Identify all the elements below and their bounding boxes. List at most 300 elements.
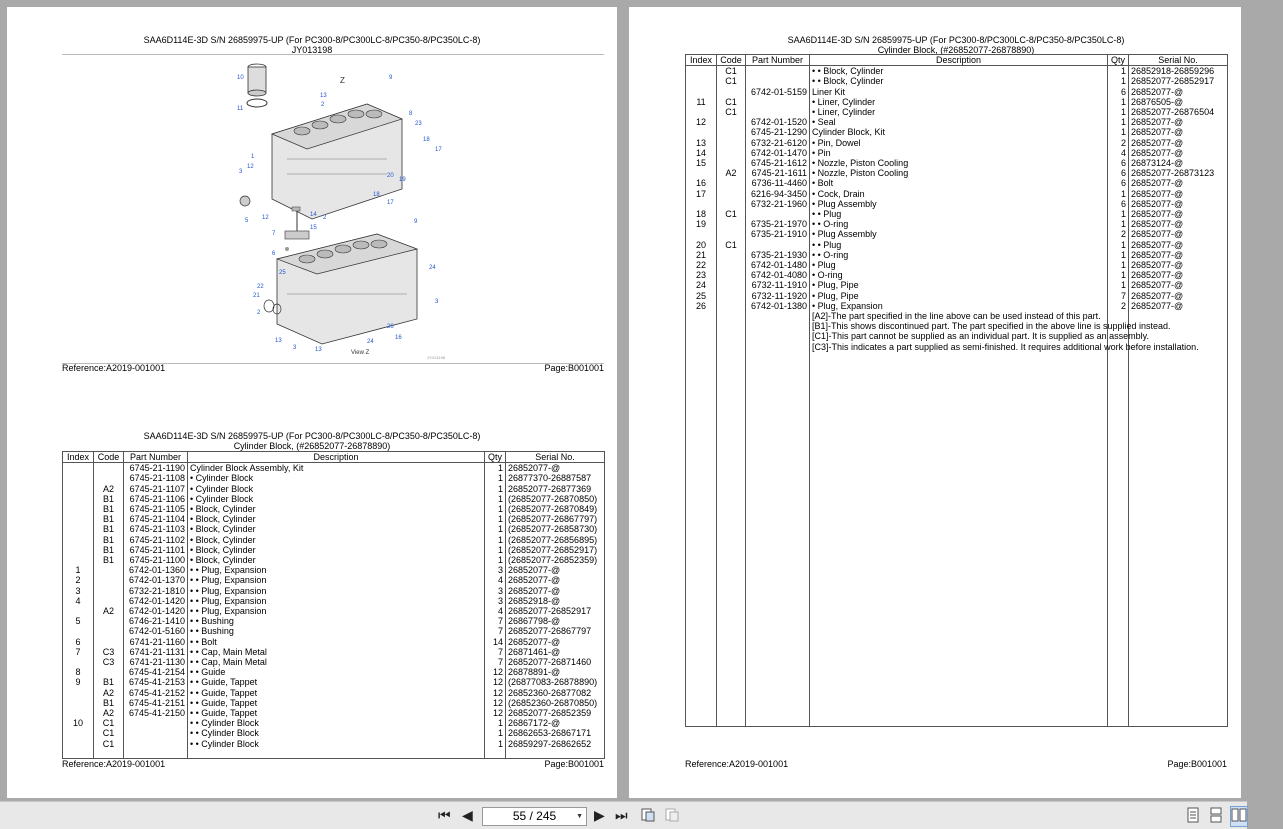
table-cell: 1	[485, 555, 506, 565]
table-cell: • O-ring	[810, 270, 1108, 280]
table-cell: 6742-01-1480	[746, 260, 810, 270]
table-cell: 6	[63, 637, 94, 647]
table-cell: 6	[1108, 199, 1129, 209]
table-cell	[717, 87, 746, 97]
table-cell: 1	[1108, 219, 1129, 229]
table-cell: 26878891-@	[506, 667, 605, 677]
callout-23: 23	[415, 121, 422, 127]
table-cell: 3	[485, 586, 506, 596]
table-cell	[746, 76, 810, 86]
table-cell: • • Block, Cylinder	[810, 66, 1108, 77]
callout-17b: 17	[387, 200, 394, 206]
table-cell	[686, 107, 717, 117]
table-cell: 6741-21-1160	[124, 637, 188, 647]
table-cell: 18	[686, 209, 717, 219]
table-cell: 1	[485, 535, 506, 545]
table-cell: 1	[485, 524, 506, 534]
table-row	[63, 586, 605, 596]
last-page-icon[interactable]: ⏭	[615, 807, 628, 823]
table-cell: 6745-21-1611	[746, 168, 810, 178]
table-cell: 6742-01-1420	[124, 606, 188, 616]
table-cell: C1	[717, 76, 746, 86]
next-page-icon[interactable]: ▶	[594, 807, 605, 823]
page-number-input[interactable]: 55 / 245 ▼	[482, 807, 587, 826]
table-cell	[717, 250, 746, 260]
table-cell	[94, 637, 124, 647]
table-cell	[717, 199, 746, 209]
column-header: Qty	[1108, 55, 1129, 66]
table-cell	[63, 739, 94, 749]
table-cell	[63, 626, 94, 636]
table-cell: 6745-21-1290	[746, 127, 810, 137]
table-cell: 6742-01-1420	[124, 596, 188, 606]
first-page-icon[interactable]: ⏮	[438, 807, 451, 823]
table-cell: 6732-21-6120	[746, 138, 810, 148]
table-cell: • • Plug	[810, 209, 1108, 219]
table-cell: • Pin, Dowel	[810, 138, 1108, 148]
table-cell: 26862653-26867171	[506, 728, 605, 738]
table-row	[686, 138, 1228, 148]
table-cell: 26852077-@	[1129, 87, 1228, 97]
table-cell: 6745-41-2152	[124, 688, 188, 698]
table-row	[63, 524, 605, 534]
table-cell: 6742-01-5160	[124, 626, 188, 636]
table-cell: 6745-21-1105	[124, 504, 188, 514]
table-cell: 26852077-@	[1129, 260, 1228, 270]
table-cell: 12	[485, 677, 506, 687]
table-row	[686, 250, 1228, 260]
table-cell: 26852077-@	[506, 463, 605, 474]
table-cell: 26852077-@	[1129, 199, 1228, 209]
table-cell: 25	[686, 291, 717, 301]
table-cell: 26852077-26852917	[1129, 76, 1228, 86]
table-cell	[94, 626, 124, 636]
table-cell: 6732-21-1960	[746, 199, 810, 209]
table-cell: 3	[485, 565, 506, 575]
table-cell	[686, 199, 717, 209]
table-row	[63, 606, 605, 616]
table-cell: • Nozzle, Piston Cooling	[810, 168, 1108, 178]
callout-3: 3	[239, 169, 243, 175]
table-cell: 17	[686, 189, 717, 199]
table-row	[63, 657, 605, 667]
table-cell: • Cock, Drain	[810, 189, 1108, 199]
table-cell	[686, 229, 717, 239]
table-row	[63, 626, 605, 636]
table-cell: 1	[485, 718, 506, 728]
table-row	[686, 87, 1228, 97]
table-cell: 1	[1108, 117, 1129, 127]
table-cell: 14	[485, 637, 506, 647]
diagram-id: JY013198	[427, 355, 446, 360]
table-cell: 26867172-@	[506, 718, 605, 728]
table-cell: 1	[485, 545, 506, 555]
table-cell: 4	[485, 575, 506, 585]
callout-12: 12	[247, 164, 254, 170]
table-cell: 26852918-26859296	[1129, 66, 1228, 77]
table-cell: C1	[94, 718, 124, 728]
table-cell: Cylinder Block Assembly, Kit	[188, 463, 485, 474]
table-cell	[63, 524, 94, 534]
table-cell	[63, 535, 94, 545]
table-row	[63, 688, 605, 698]
table-cell	[63, 545, 94, 555]
column-header: Part Number	[124, 452, 188, 463]
table-cell: 26852077-@	[506, 565, 605, 575]
table-cell: B1	[94, 535, 124, 545]
table-row	[63, 514, 605, 524]
table-cell	[124, 739, 188, 749]
table-cell: 1	[485, 514, 506, 524]
table-row	[63, 647, 605, 657]
parts-table	[62, 451, 605, 759]
table-cell: 6735-21-1970	[746, 219, 810, 229]
table-filler	[686, 352, 1228, 727]
callout-2b: 2	[323, 215, 327, 221]
table-cell: 26852077-@	[1129, 270, 1228, 280]
table-row	[63, 739, 605, 749]
table-row	[686, 291, 1228, 301]
table-cell: C3	[94, 647, 124, 657]
callout-10: 10	[237, 75, 244, 81]
table-cell: • Block, Cylinder	[188, 535, 485, 545]
note-row	[686, 311, 1228, 321]
callout-13b: 13	[275, 338, 282, 344]
table-cell	[63, 494, 94, 504]
table-cell: 6742-01-1360	[124, 565, 188, 575]
table-cell	[717, 219, 746, 229]
column-header: Description	[810, 55, 1108, 66]
table-cell	[686, 87, 717, 97]
table-cell: • • O-ring	[810, 250, 1108, 260]
table-cell: 1	[485, 473, 506, 483]
callout-5: 5	[245, 218, 249, 224]
table-cell: B1	[94, 514, 124, 524]
callout-17: 17	[435, 147, 442, 153]
table-row	[63, 535, 605, 545]
table-cell: 26852077-@	[1129, 138, 1228, 148]
table-cell: 26873124-@	[1129, 158, 1228, 168]
legend-note: [C3]-This indicates a part supplied as semi-finished. It requires additional work before installation.	[810, 342, 1108, 352]
table-cell: • • Guide, Tappet	[188, 698, 485, 708]
column-header: Index	[63, 452, 94, 463]
table-cell: 26852918-@	[506, 596, 605, 606]
table-cell: 6742-01-1470	[746, 148, 810, 158]
table-cell	[63, 484, 94, 494]
table-cell: C1	[94, 728, 124, 738]
table-row	[63, 545, 605, 555]
table-row	[686, 301, 1228, 311]
table-cell: • • Plug, Expansion	[188, 586, 485, 596]
table-cell: B1	[94, 677, 124, 687]
table-cell: C1	[717, 107, 746, 117]
table-cell: 26852077-26852917	[506, 606, 605, 616]
legend-note: [A2]-The part specified in the line above can be used instead of this part.	[810, 311, 1108, 321]
table-cell: 7	[1108, 291, 1129, 301]
note-row	[686, 321, 1228, 331]
callout-14: 14	[310, 212, 317, 218]
table-cell: 5	[63, 616, 94, 626]
table-cell	[94, 565, 124, 575]
table-cell: • • Plug, Expansion	[188, 565, 485, 575]
table-cell	[63, 504, 94, 514]
table-cell: (26852077-26867797)	[506, 514, 605, 524]
fit-page-icon[interactable]	[640, 807, 656, 826]
table-cell	[94, 596, 124, 606]
table-cell: 1	[485, 484, 506, 494]
table-cell: 26867798-@	[506, 616, 605, 626]
table-row	[63, 728, 605, 738]
table-cell: • • Block, Cylinder	[810, 76, 1108, 86]
table-cell: 1	[1108, 76, 1129, 86]
callout-1: 1	[251, 154, 255, 160]
table-cell: B1	[94, 545, 124, 555]
table-cell: (26877083-26878890)	[506, 677, 605, 687]
table-cell: 26852077-@	[1129, 280, 1228, 290]
table-row	[686, 148, 1228, 158]
table-cell: 1	[1108, 97, 1129, 107]
table-cell: Cylinder Block, Kit	[810, 127, 1108, 137]
table-cell: (26852077-26870850)	[506, 494, 605, 504]
table-cell: 26852077-@	[1129, 178, 1228, 188]
table-cell: 1	[1108, 107, 1129, 117]
table-cell: 26852077-@	[1129, 250, 1228, 260]
table-cell: B1	[94, 504, 124, 514]
table-cell: 26852077-@	[1129, 148, 1228, 158]
table-cell: 1	[1108, 189, 1129, 199]
reference-label: Reference:A2019-001001	[685, 759, 789, 769]
table-cell	[717, 148, 746, 158]
table-cell: (26852360-26870850)	[506, 698, 605, 708]
table-cell: • Block, Cylinder	[188, 524, 485, 534]
table-cell	[746, 97, 810, 107]
table-cell: • Plug, Expansion	[810, 301, 1108, 311]
right-page	[629, 7, 1241, 798]
table-cell: 6745-21-1612	[746, 158, 810, 168]
table-row	[63, 565, 605, 575]
table-cell: • Plug Assembly	[810, 199, 1108, 209]
table-cell: 6745-21-1101	[124, 545, 188, 555]
table-cell: 6	[1108, 158, 1129, 168]
table-cell: 26852077-26867797	[506, 626, 605, 636]
table-row	[686, 229, 1228, 239]
viewer-toolbar	[0, 801, 1247, 829]
table-row	[686, 260, 1228, 270]
table-cell: B1	[94, 494, 124, 504]
table-cell: • • Plug, Expansion	[188, 606, 485, 616]
table-cell: 1	[1108, 250, 1129, 260]
table-cell: • • Guide, Tappet	[188, 677, 485, 687]
table-cell: • • Plug	[810, 240, 1108, 250]
table-row	[686, 189, 1228, 199]
table-cell	[686, 66, 717, 77]
table-cell: 26852077-@	[1129, 229, 1228, 239]
table-row	[686, 199, 1228, 209]
table-cell: 6735-21-1910	[746, 229, 810, 239]
table-cell: • Plug Assembly	[810, 229, 1108, 239]
table-cell	[746, 240, 810, 250]
table-cell: C1	[717, 240, 746, 250]
table-cell: 1	[485, 504, 506, 514]
table-cell: 26852077-26871460	[506, 657, 605, 667]
table-cell: 11	[686, 97, 717, 107]
table-cell: 6745-41-2151	[124, 698, 188, 708]
table-cell: 6732-11-1920	[746, 291, 810, 301]
table-cell: 6745-41-2154	[124, 667, 188, 677]
table-cell: 6745-41-2150	[124, 708, 188, 718]
table-cell: • Block, Cylinder	[188, 504, 485, 514]
table-cell: 16	[686, 178, 717, 188]
previous-page-icon[interactable]: ◀	[462, 807, 473, 823]
table-cell: 21	[686, 250, 717, 260]
table-row	[686, 209, 1228, 219]
page-label: Page:B001001	[1167, 759, 1227, 769]
callout-7: 7	[272, 231, 276, 237]
table-cell: • Block, Cylinder	[188, 555, 485, 565]
callout-3c: 3	[293, 345, 297, 351]
continuous-view-icon[interactable]	[1209, 807, 1223, 826]
table-row	[686, 270, 1228, 280]
callout-z: Z	[340, 76, 345, 85]
table-cell: 6745-21-1100	[124, 555, 188, 565]
table-cell: 2	[1108, 229, 1129, 239]
table-row	[686, 117, 1228, 127]
table-cell: • • Cylinder Block	[188, 739, 485, 749]
table-cell: • Liner, Cylinder	[810, 107, 1108, 117]
table-cell: C1	[94, 739, 124, 749]
table-cell: 1	[485, 728, 506, 738]
table-cell: 7	[485, 626, 506, 636]
table-row	[63, 667, 605, 677]
table-cell: • Cylinder Block	[188, 473, 485, 483]
chevron-down-icon[interactable]: ▼	[576, 813, 583, 820]
table-cell	[94, 616, 124, 626]
two-page-view-icon[interactable]	[1230, 806, 1248, 827]
table-cell: 7	[485, 657, 506, 667]
table-row	[686, 97, 1228, 107]
table-cell	[717, 158, 746, 168]
table-cell	[63, 473, 94, 483]
table-cell: 26852077-@	[1129, 127, 1228, 137]
table-cell: B1	[94, 555, 124, 565]
table-cell	[63, 463, 94, 474]
table-cell: 9	[63, 677, 94, 687]
table-cell: 3	[485, 596, 506, 606]
table-cell: 23	[686, 270, 717, 280]
table-cell: 6	[1108, 178, 1129, 188]
table-cell: 1	[1108, 280, 1129, 290]
table-row	[63, 484, 605, 494]
callout-11: 11	[237, 106, 244, 112]
column-header: Code	[717, 55, 746, 66]
table-row	[63, 708, 605, 718]
table-cell: 19	[686, 219, 717, 229]
table-cell	[63, 555, 94, 565]
table-cell: 1	[1108, 260, 1129, 270]
callout-25: 25	[279, 270, 286, 276]
table-cell: • • Cylinder Block	[188, 728, 485, 738]
table-cell: A2	[94, 484, 124, 494]
table-cell: (26852077-26852359)	[506, 555, 605, 565]
divider	[62, 54, 604, 55]
table-cell: 2	[1108, 301, 1129, 311]
table-cell: 6746-21-1410	[124, 616, 188, 626]
table-cell	[94, 586, 124, 596]
table-row	[63, 473, 605, 483]
table-cell	[63, 606, 94, 616]
callout-3b: 3	[435, 299, 439, 305]
table-cell: 26852077-26873123	[1129, 168, 1228, 178]
callout-18b: 18	[373, 192, 380, 198]
table-cell	[94, 667, 124, 677]
callout-18: 18	[423, 137, 430, 143]
table-cell: • • Guide, Tappet	[188, 688, 485, 698]
table-cell: 10	[63, 718, 94, 728]
table-cell: 7	[63, 647, 94, 657]
callout-12b: 12	[262, 215, 269, 221]
reference-label: Reference:A2019-001001	[62, 363, 166, 373]
callout-24: 24	[429, 265, 436, 271]
table-cell	[94, 463, 124, 474]
table-cell: 15	[686, 158, 717, 168]
table-cell: • Liner, Cylinder	[810, 97, 1108, 107]
note-row	[686, 331, 1228, 341]
table-row	[63, 616, 605, 626]
table-cell: • • Plug, Expansion	[188, 596, 485, 606]
column-header: Index	[686, 55, 717, 66]
table-cell	[717, 301, 746, 311]
column-header: Serial No.	[506, 452, 605, 463]
page-label: Page:B001001	[544, 363, 604, 373]
table-cell	[63, 514, 94, 524]
exploded-diagram	[217, 59, 457, 361]
table-cell: C1	[717, 66, 746, 77]
table-cell: 1	[1108, 127, 1129, 137]
table-cell: 26852077-@	[506, 637, 605, 647]
column-header: Qty	[485, 452, 506, 463]
table-cell: • Nozzle, Piston Cooling	[810, 158, 1108, 168]
table-cell: • Bolt	[810, 178, 1108, 188]
callout-21: 21	[253, 293, 260, 299]
table-cell: 6745-21-1104	[124, 514, 188, 524]
table-cell: 1	[485, 463, 506, 474]
table-row	[686, 178, 1228, 188]
table-cell: 12	[485, 667, 506, 677]
fit-width-icon[interactable]	[664, 807, 680, 826]
table-cell: 26852077-@	[1129, 209, 1228, 219]
table-cell: 6742-01-5159	[746, 87, 810, 97]
table-cell: 26852077-26876504	[1129, 107, 1228, 117]
single-page-view-icon[interactable]	[1186, 807, 1200, 826]
table-cell: • • Bushing	[188, 626, 485, 636]
table-cell: • Plug, Pipe	[810, 291, 1108, 301]
table-row	[63, 698, 605, 708]
callout-22: 22	[257, 284, 264, 290]
table-cell: 6736-11-4460	[746, 178, 810, 188]
table-cell: A2	[94, 708, 124, 718]
table-cell: 13	[686, 138, 717, 148]
note-row	[686, 342, 1228, 352]
view-z-label: View Z	[351, 350, 370, 356]
table-cell	[717, 138, 746, 148]
callout-13: 13	[320, 93, 327, 99]
table-cell	[717, 189, 746, 199]
table-cell: 1	[63, 565, 94, 575]
table-cell: 26876505-@	[1129, 97, 1228, 107]
table-row	[686, 240, 1228, 250]
table-row	[686, 158, 1228, 168]
table-cell: 6745-21-1102	[124, 535, 188, 545]
